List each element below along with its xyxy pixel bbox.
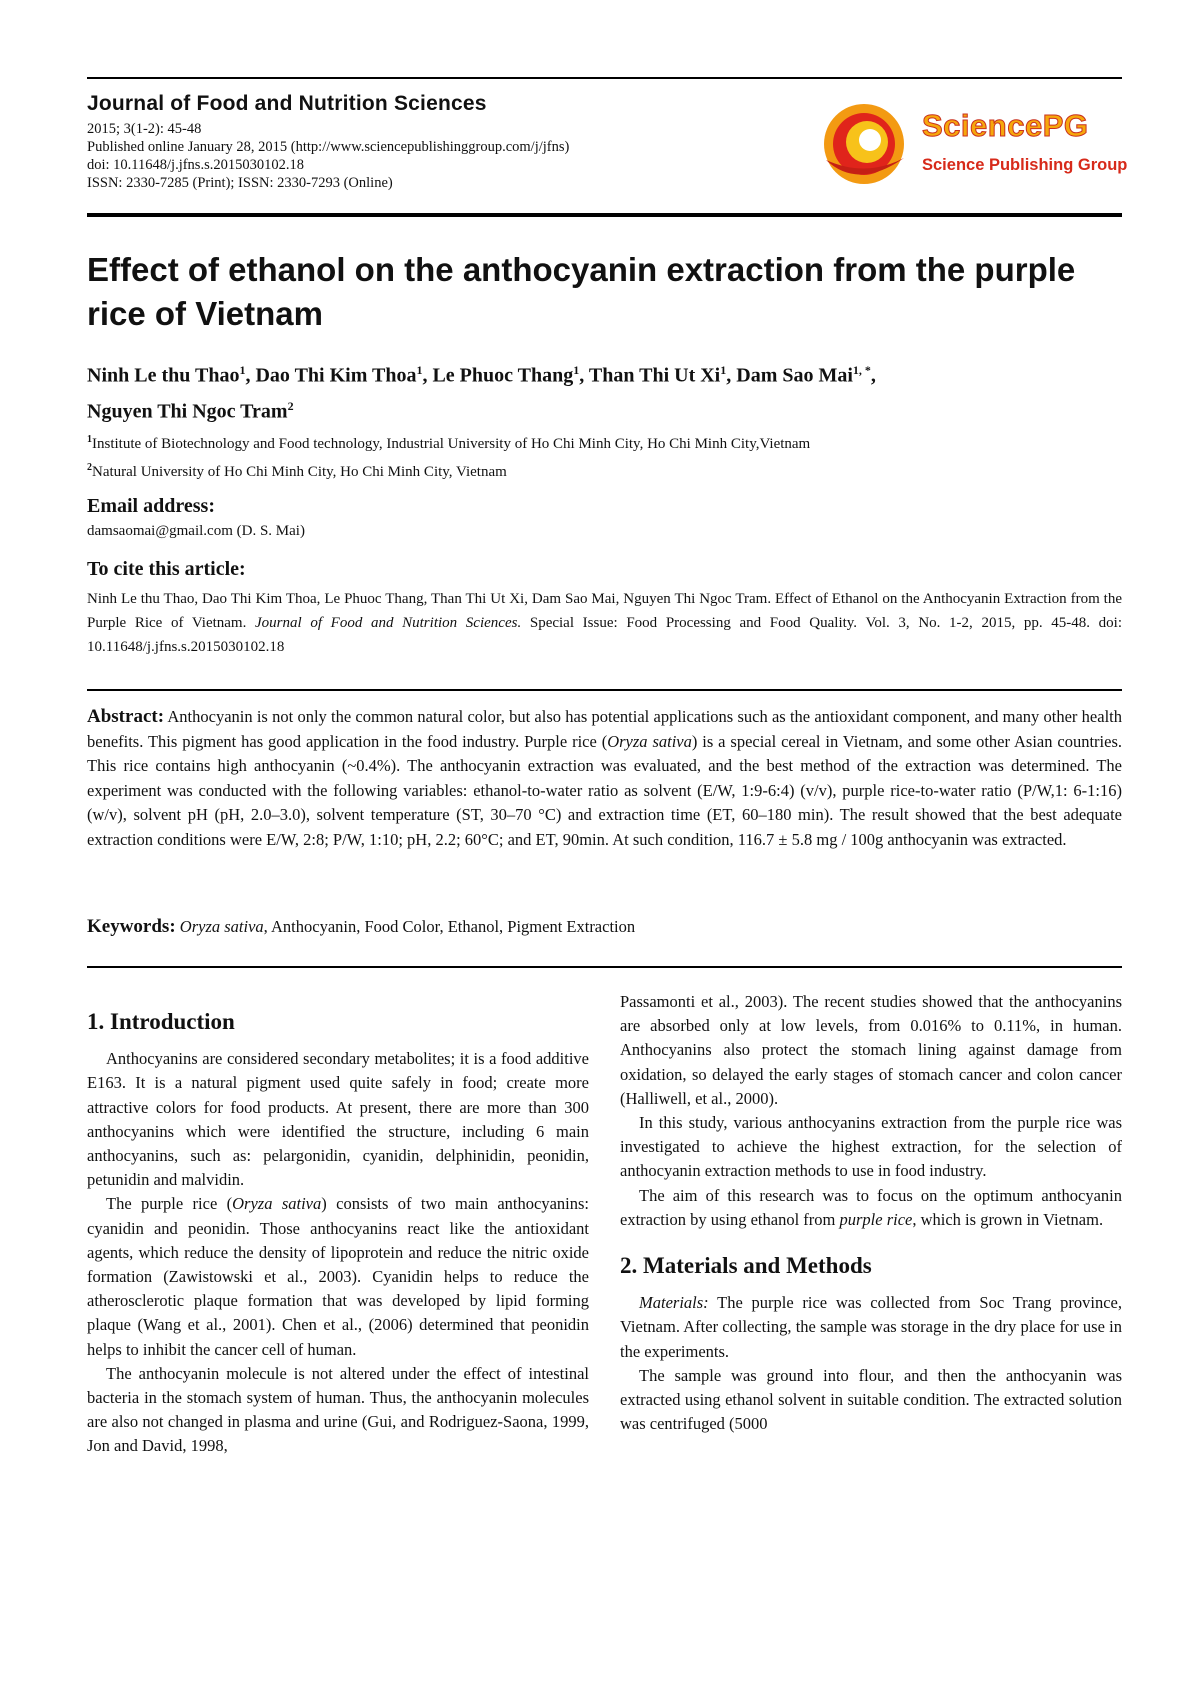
header-rule [87, 213, 1122, 217]
affiliations [87, 428, 1127, 484]
logo-title: SciencePG [922, 108, 1089, 143]
author-separator: , [579, 364, 589, 387]
citation-authors: Ninh Le thu Thao, Dao Thi Kim Thoa, Le Phuoc Thang, Than Thi Ut Xi, Dam Sao Mai, Nguyen Thi Ngoc Tram. Effect of Ethanol on the Anthocyanin Extraction from the Purple Rice of Vietnam. [87, 591, 1122, 631]
intro-p2-end: ) consists of two main anthocyanins: cyanidin and peonidin. Those anthocyanins react like the antioxidant agents, which reduce the density of lipoprotein and reduce the nitric oxide formation (Zawistowski et al., 2003). Cyanidin helps to reduce the atherosclerotic plaque formation that was developed by lipid forming plaque (Wang et al., 2001). Chen et al., (2006) determined that peonidin helps to inhibit the cancer cell of human. [87, 1194, 589, 1359]
keywords-list: , Anthocyanin, Food Color, Ethanol, Pigment Extraction [263, 917, 636, 936]
affiliation-marker: 1 [87, 434, 92, 445]
intro-paragraph-2 [87, 1192, 589, 1361]
keywords-label: Keywords: [87, 916, 176, 937]
methods-heading: 2. Materials and Methods [620, 1253, 872, 1279]
author-separator: , [726, 364, 737, 387]
right-column [620, 990, 1122, 1436]
intro-p5-start: The aim of this research was to focus on the optimum anthocyanin extraction by using ethanol from [620, 1185, 1122, 1229]
intro-paragraph-4: In this study, various anthocyanins extraction from the purple rice was investigated to achieve the highest extraction, for the selection of anthocyanin extraction methods to use in food industry. [620, 1113, 1122, 1181]
citation-details: Special Issue: Food Processing and Food Quality. Vol. 3, No. 1-2, 2015, pp. 45-48. doi: 10.11648/j.jfns.s.2015030102.18 [87, 615, 1123, 655]
affiliation-line [87, 456, 1127, 484]
affiliation-text: Institute of Biotechnology and Food technology, Industrial University of Ho Chi Minh City, Ho Chi Minh City,Vietnam [92, 436, 811, 452]
cite-heading: To cite this article: [87, 558, 246, 580]
intro-paragraph-5 [620, 1184, 1122, 1232]
journal-volume: 2015; 3(1-2): 45-48 [87, 121, 202, 137]
intro-heading: 1. Introduction [87, 1009, 235, 1034]
methods-paragraph-1 [620, 1291, 1122, 1364]
journal-published: Published online January 28, 2015 (http://www.sciencepublishinggroup.com/j/jfns) [87, 139, 570, 155]
intro-p2-species: Oryza sativa [232, 1194, 322, 1214]
left-column [87, 1010, 589, 1459]
affiliation-marker: 2 [87, 462, 92, 473]
intro-p2-start: The purple rice ( [106, 1194, 233, 1214]
author-separator: , [870, 364, 876, 387]
article-title: Effect of ethanol on the anthocyanin extraction from the purple rice of Vietnam [87, 251, 1076, 332]
intro-paragraph-3: The anthocyanin molecule is not altered under the effect of intestinal bacteria in the stomach system of human. Thus, the anthocyanin molecules are also not changed in plasma and urine (Gui, and Rodriguez-Saona, 1999, Jon and David, 1998, [87, 1363, 589, 1456]
author-name: Dao Thi Kim Thoa [255, 364, 417, 387]
intro-paragraph-1: Anthocyanins are considered secondary metabolites; it is a food additive E163. It is a natural pigment used quite safely in food; create more attractive colors for food products. At present, there are more than 300 anthocyanins which were identified the structure, including 6 main anthocyanins, such as: pelargonidin, cyanidin, delphinidin, peonidin, petunidin and malvidin. [87, 1049, 589, 1190]
author-name: Nguyen Thi Ngoc Tram [87, 400, 288, 423]
top-rule [87, 77, 1122, 79]
abstract-text-1: Anthocyanin is not only the common natural color, but also has potential applications such as the antioxidant component, and many other health benefits. This pigment has good application in the food industry. Purple rice ( [87, 707, 1122, 751]
author-affiliation-marker: 1 [573, 363, 580, 377]
sciencepg-logo [818, 100, 1128, 192]
author-list [87, 355, 1127, 426]
author-affiliation-marker: 1 [416, 363, 423, 377]
materials-label: Materials: [639, 1293, 709, 1313]
email-heading: Email address: [87, 495, 215, 517]
abstract-species: Oryza sativa [607, 731, 692, 751]
sciencepg-emblem-icon [818, 100, 918, 192]
journal-name: Journal of Food and Nutrition Sciences [87, 92, 487, 115]
logo-subtitle: Science Publishing Group [922, 156, 1128, 174]
author-affiliation-marker: 1 [239, 363, 246, 377]
journal-doi: doi: 10.11648/j.jfns.s.2015030102.18 [87, 157, 304, 173]
affiliation-text: Natural University of Ho Chi Minh City, Ho Chi Minh City, Vietnam [92, 464, 507, 480]
citation-text [87, 587, 1122, 659]
intro-p5-emph: purple rice [839, 1209, 913, 1229]
abstract-label: Abstract: [87, 706, 165, 727]
citation-journal: Journal of Food and Nutrition Sciences. [255, 615, 522, 631]
author-name: Le Phuoc Thang [432, 364, 574, 387]
journal-issn: ISSN: 2330-7285 (Print); ISSN: 2330-7293 (Online) [87, 175, 393, 191]
author-name: Ninh Le thu Thao [87, 364, 240, 387]
email-address: damsaomai@gmail.com (D. S. Mai) [87, 523, 305, 539]
abstract-text-2: ) is a special cereal in Vietnam, and some other Asian countries. This rice contains high anthocyanin (~0.4%). The anthocyanin extraction was evaluated, and the best method of the extraction was determined. The experiment was conducted with the following variables: ethanol-to-water ratio as solvent (E/W, 1:9-6:4) (v/v), purple rice-to-water ratio (P/W,1: 6-1:16) (w/v), solvent pH (pH, 2.0–3.0), solvent temperature (ST, 30–70 °C) and extraction time (ET, 60–180 min). The result showed that the best adequate extraction conditions were E/W, 2:8; P/W, 1:10; pH, 2.2; 60°C; and ET, 90min. At such condition, 116.7 ± 5.8 mg / 100g anthocyanin was extracted. [87, 731, 1122, 849]
author-separator: , [245, 364, 256, 387]
author-affiliation-marker: 1 [720, 363, 727, 377]
keywords [87, 916, 1122, 938]
intro-paragraph-3-continued: Passamonti et al., 2003). The recent studies showed that the anthocyanins are absorbed only at low levels, from 0.016% to 0.11%, in human. Anthocyanins also protect the stomach lining against damage from oxidation, so delayed the early stages of stomach cancer and colon cancer (Halliwell, et al., 2000). [620, 992, 1122, 1108]
abstract [87, 705, 1122, 852]
affiliation-line [87, 428, 1127, 456]
abstract-bottom-rule [87, 966, 1122, 968]
intro-p5-end: , which is grown in Vietnam. [912, 1209, 1104, 1229]
materials-text: The purple rice was collected from Soc Trang province, Vietnam. After collecting, the sample was storage in the dry place for use in the experiments. [620, 1293, 1122, 1361]
abstract-top-rule [87, 689, 1122, 691]
journal-header [87, 92, 787, 192]
author-affiliation-marker: 2 [287, 398, 294, 413]
keyword-species: Oryza sativa [179, 917, 264, 936]
methods-paragraph-2: The sample was ground into flour, and then the anthocyanin was extracted using ethanol solvent in suitable condition. The extracted solution was centrifuged (5000 [620, 1365, 1122, 1434]
author-separator: , [422, 364, 433, 387]
author-name: Dam Sao Mai [736, 364, 853, 387]
author-name: Than Thi Ut Xi [588, 364, 721, 387]
author-affiliation-marker: 1, * [852, 363, 871, 377]
